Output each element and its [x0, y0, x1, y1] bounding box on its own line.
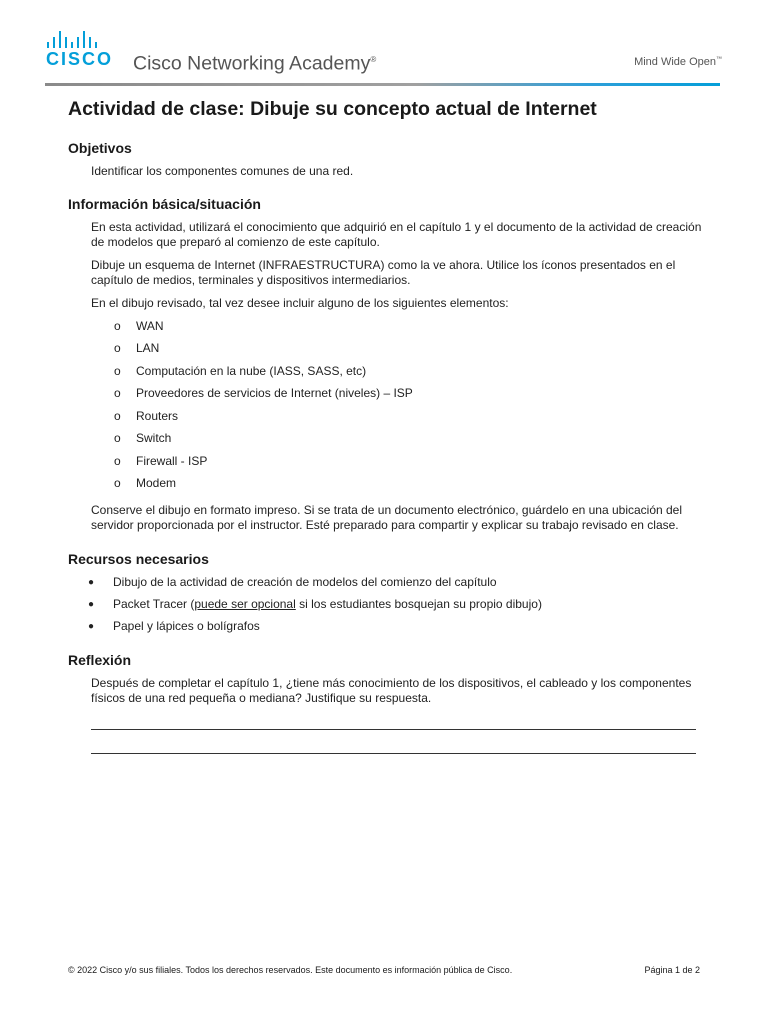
- cisco-wordmark: CISCO: [46, 49, 114, 69]
- info-paragraph-4: Conserve el dibujo en formato impreso. Si se trata de un documento electrónico, guárdelo en una ubicación del servidor proporcionada por el instructor. Esté preparado para compartir y explicar su trabajo revisado en clase.: [91, 503, 683, 532]
- objetivos-text: Identificar los componentes comunes de una red.: [91, 164, 354, 178]
- info-paragraph-2: Dibuje un esquema de Internet (INFRAESTRUCTURA) como la ve ahora. Utilice los íconos presentados en el capítulo de medios, terminales y dispositivos intermediarios.: [91, 258, 676, 287]
- copyright-text: © 2022 Cisco y/o sus filiales. Todos los derechos reservados. Este documento es información pública de Cisco.: [68, 965, 513, 975]
- tagline: Mind Wide Open™: [634, 56, 722, 68]
- list-item: o Firewall - ISP: [114, 453, 208, 468]
- elements-list: [114, 319, 708, 492]
- reflexion-text: Después de completar el capítulo 1, ¿tiene más conocimiento de los dispositivos, el cableado y los componentes físicos de una red pequeña o mediana? Justifique su respuesta.: [91, 676, 692, 705]
- list-item: o Proveedores de servicios de Internet (niveles) – ISP: [114, 386, 413, 400]
- optional-link: puede ser opcional: [194, 597, 296, 611]
- info-paragraph-3: En el dibujo revisado, tal vez desee incluir alguno de los siguientes elementos:: [91, 296, 509, 310]
- academy-name: Cisco Networking Academy®: [133, 52, 377, 75]
- list-item: o Computación en la nube (IASS, SASS, etc): [114, 363, 367, 378]
- list-item: o LAN: [114, 341, 160, 355]
- list-item: o Switch: [114, 431, 172, 445]
- resources-list: [88, 575, 708, 634]
- list-item: o Routers: [114, 408, 179, 423]
- section-heading-recursos: Recursos necesarios: [68, 551, 209, 567]
- info-paragraph-1: En esta actividad, utilizará el conocimiento que adquirió en el capítulo 1 y el documento de la actividad de creación de modelos que preparó al comienzo de este capítulo.: [91, 220, 702, 249]
- page-footer: [68, 965, 700, 975]
- document-body: [68, 96, 708, 754]
- list-item: ● Papel y lápices o bolígrafos: [88, 619, 260, 633]
- list-item: ● Dibujo de la actividad de creación de modelos del comienzo del capítulo: [88, 575, 497, 589]
- section-heading-reflexion: Reflexión: [68, 652, 132, 668]
- answer-line-2[interactable]: [91, 752, 696, 754]
- header-rule: [45, 83, 720, 86]
- page-header: [0, 0, 768, 90]
- section-heading-info: Información básica/situación: [68, 196, 261, 212]
- page-number: Página 1 de 2: [644, 965, 700, 975]
- list-item: o WAN: [114, 318, 164, 333]
- cisco-logo: [46, 30, 113, 68]
- list-item: ● Packet Tracer (puede ser opcional si los estudiantes bosquejan su propio dibujo): [88, 597, 542, 611]
- cisco-bars-icon: [47, 30, 113, 48]
- list-item: o Modem: [114, 476, 177, 490]
- answer-line-1[interactable]: [91, 728, 696, 730]
- section-heading-objetivos: Objetivos: [68, 140, 132, 156]
- page-title: Actividad de clase: Dibuje su concepto actual de Internet: [68, 98, 597, 120]
